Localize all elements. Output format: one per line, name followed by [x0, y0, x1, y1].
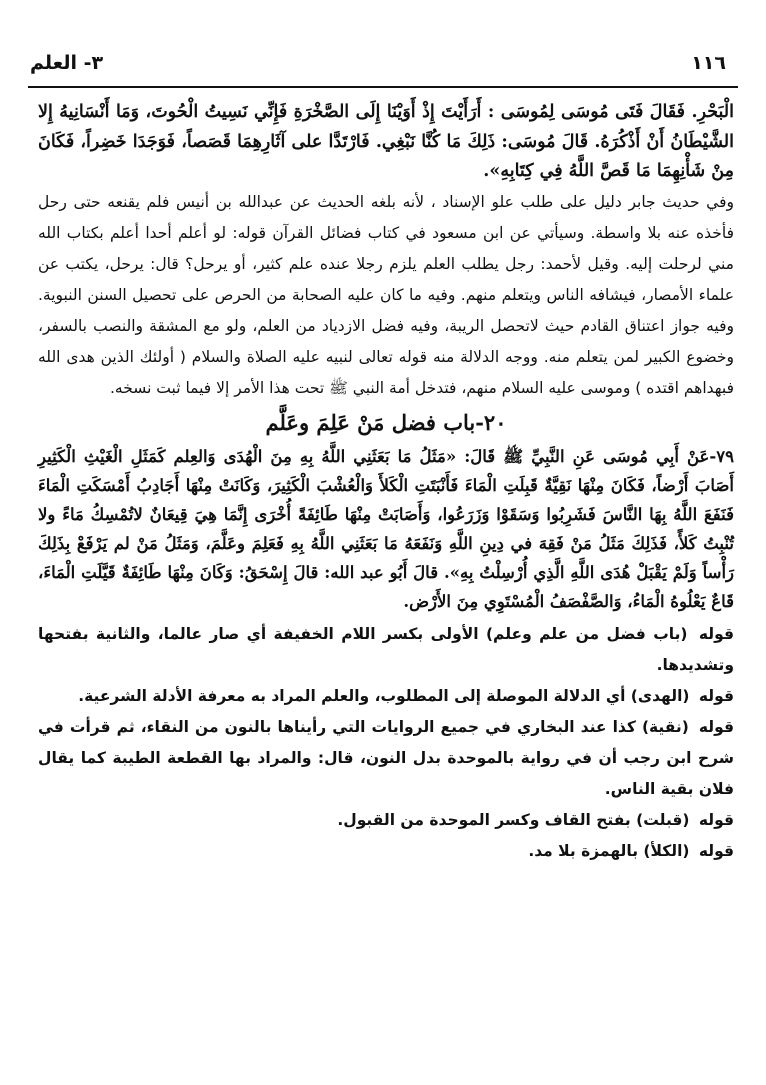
commentary-paragraph: وفي حديث جابر دليل على طلب علو الإسناد ، لأنه بلغه الحديث عن عبدالله بن أنيس فلم يقنعه حتى رحل فأخذه عنه بلا واسطة. وسيأتي عن ابن مسعود في كتاب فضائل القرآن قوله: لو أعلم أحدا أعلم بكتاب الله مني لرحلت إليه. وقيل لأحمد: رجل يطلب العلم يلزم رجلا عنده علم كثير، أو يرحل؟ قال: يرحل، يكتب عن علماء الأمصار، فيشافه الناس ويتعلم منهم. وفيه ما كان عليه الصحابة من الحرص على تحصيل السنن النبوية. وفيه جواز اعتناق القادم حيث لاتحصل الريبة، وفيه فضل الازدياد من العلم، ولو مع المشقة والنصب بالسفر، وخضوع الكبير لمن يتعلم منه. ووجه الدلالة منه قوله تعالى لنبيه عليه الصلاة والسلام ( أولئك الذين هدى الله فبهداهم اقتده ) وموسى عليه السلام منهم، فتدخل أمة النبي ﷺ تحت هذا الأمر إلا فيما ثبت نسخه.	[38, 192, 734, 397]
page-number: ١١٦	[691, 52, 726, 74]
header-rule	[28, 86, 738, 88]
note-lead: قوله	[698, 717, 734, 736]
note-lead: قوله	[698, 810, 734, 829]
note-item	[38, 805, 734, 836]
note-text: (الكلأ) بالهمزة بلا مد.	[528, 841, 690, 860]
note-item	[38, 836, 734, 867]
note-text: (الهدى) أي الدلالة الموصلة إلى المطلوب، والعلم المراد به معرفة الأدلة الشرعية.	[78, 686, 690, 705]
note-item	[38, 619, 734, 681]
section-title: ٣- العلم	[30, 52, 104, 74]
note-item	[38, 681, 734, 712]
page-body	[38, 98, 734, 867]
note-item	[38, 712, 734, 805]
hadith-text: ٧٩-عَنْ أَبِي مُوسَى عَنِ النَّبِيِّ ﷺ قَالَ: «مَثَلُ مَا بَعَثَنِي اللَّهُ بِهِ مِنَ الْهُدَى وَالعِلم كَمَثَلِ الْغَيْثِ الْكَثِيرِ أَصَابَ أَرْضاً، فَكَانَ مِنْهَا نَقِيَّةٌ قَبِلَتِ الْمَاءَ فَأَنْبَتَتِ الْكَلأَ وَالْعُشْبَ الْكَثِيرَ، وَكَانَتْ مِنْهَا أَجَادِبُ أَمْسَكَتِ الْمَاءَ فَنَفَعَ اللَّهُ بِهَا النَّاسَ فَشَرِبُوا وَسَقَوْا وَزَرَعُوا، وَأَصَابَتْ مِنْهَا طَائِفَةً أُخْرَى إِنَّمَا هِيَ قِيعَانٌ لاتُمْسِكُ مَاءً ولا تُنْبِتُ كَلأً، فَذَلِكَ مَثَلُ مَنْ فَقِهَ في دِينِ اللَّهِ وَنَفَعَهُ مَا بَعَثَنِي اللَّهُ بِهِ فَعَلِمَ وعَلَّمَ، وَمَثَلُ مَنْ لم يَرْفَعْ بِذَلِكَ رَأْساً وَلَمْ يَقْبَلْ هُدَى اللَّهِ الَّذِي أُرْسِلْتُ بِهِ». قالَ أَبُو عبد الله: قالَ إِسْحَقُ: وَكَانَ مِنْهَا طَائِفَةٌ قَيَّلَتِ الْمَاءَ، قَاعٌ يَعْلُوهُ الْمَاءُ، وَالصَّفْصَفُ الْمُسْتَوِي مِنَ الأَرْض.	[38, 446, 734, 611]
notes-section	[38, 619, 734, 867]
note-lead: قوله	[698, 686, 734, 705]
quran-passage: الْبَحْرِ. فَقَالَ فَتَى مُوسَى لِمُوسَى : أَرَأَيْتَ إِذْ أَوَيْنَا إِلَى الصَّخْرَةِ فَإِنِّي نَسِيتُ الْحُوتَ، وَمَا أَنْسَانِيهُ إِلا الشَّيْطَانُ أَنْ أَذْكُرَهُ. قَالَ مُوسَى: ذَلِكَ مَا كُنَّا نَبْغِي. فَارْتَدَّا على آثَارِهِمَا قَصَصاً، فَوَجَدَا خَضِراً، فَكَانَ مِنْ شَأْنِهِمَا مَا قَصَّ اللَّهُ فِي كِتَابِهِ».	[38, 102, 734, 181]
chapter-title: ٢٠-باب فضل مَنْ عَلِمَ وعَلَّم	[265, 409, 507, 435]
note-text: (قبلت) بفتح القاف وكسر الموحدة من القبول.	[337, 810, 690, 829]
note-text: (نقية) كذا عند البخاري في جميع الروايات التي رأيناها بالنون من النقاء، ثم قرأت في شرح ابن رجب أن في رواية بالموحدة بدل النون، قال: والمراد بها القطعة الطيبة كما يقال فلان بقية الناس.	[38, 717, 734, 798]
note-lead: قوله	[698, 841, 734, 860]
note-lead: قوله	[698, 624, 734, 643]
page-header	[30, 48, 726, 78]
note-text: (باب فضل من علم وعلم) الأولى بكسر اللام الخفيفة أي صار عالما، والثانية بفتحها وتشديدها.	[38, 624, 734, 674]
